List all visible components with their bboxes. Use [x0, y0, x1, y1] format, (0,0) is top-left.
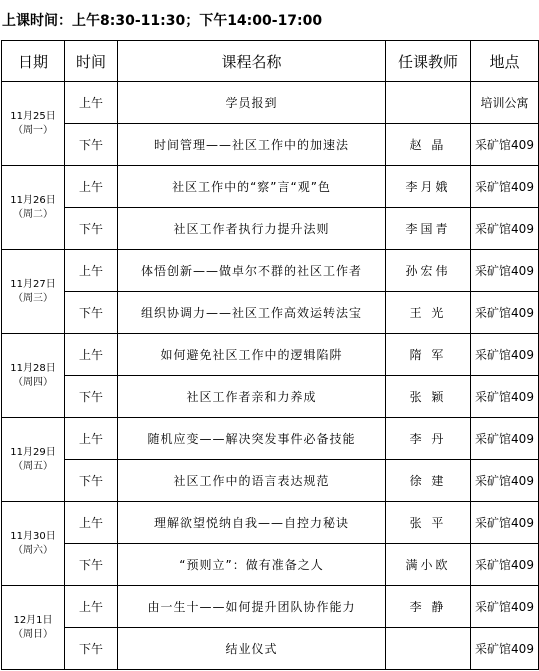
date-text: 11月30日 [10, 530, 56, 542]
table-row [2, 124, 539, 166]
teacher-cell: 李 静 [386, 586, 471, 628]
date-text: 11月27日 [10, 278, 56, 290]
weekday-text: （周二） [13, 208, 53, 220]
date-cell [2, 586, 65, 670]
table-row [2, 586, 539, 628]
teacher-cell: 孙宏伟 [386, 250, 471, 292]
time-cell: 上午 [65, 82, 118, 124]
course-cell: “预则立”：做有准备之人 [118, 544, 386, 586]
date-cell [2, 82, 65, 166]
location-cell: 培训公寓 [471, 82, 539, 124]
time-cell: 上午 [65, 502, 118, 544]
schedule-body [2, 82, 539, 670]
location-cell: 采矿馆409 [471, 124, 539, 166]
table-row [2, 502, 539, 544]
date-cell [2, 502, 65, 586]
weekday-text: （周一） [13, 124, 53, 136]
course-cell: 由一生十——如何提升团队协作能力 [118, 586, 386, 628]
date-cell [2, 166, 65, 250]
date-cell [2, 418, 65, 502]
table-row [2, 250, 539, 292]
time-cell: 上午 [65, 418, 118, 460]
class-time-notice: 上课时间：上午8:30-11:30；下午14:00-17:00 [2, 13, 323, 29]
course-cell: 结业仪式 [118, 628, 386, 670]
date-text: 11月29日 [10, 446, 56, 458]
time-cell: 下午 [65, 460, 118, 502]
date-text: 12月1日 [13, 614, 53, 626]
location-cell: 采矿馆409 [471, 544, 539, 586]
table-row [2, 544, 539, 586]
course-cell: 学员报到 [118, 82, 386, 124]
weekday-text: （周四） [13, 376, 53, 388]
time-cell: 下午 [65, 208, 118, 250]
course-cell: 社区工作中的“察”言“观”色 [118, 166, 386, 208]
course-cell: 社区工作中的语言表达规范 [118, 460, 386, 502]
header-row [2, 41, 539, 82]
teacher-cell: 李月娥 [386, 166, 471, 208]
header-teacher: 任课教师 [386, 41, 471, 82]
teacher-cell: 赵 晶 [386, 124, 471, 166]
header-course: 课程名称 [118, 41, 386, 82]
course-cell: 理解欲望悦纳自我——自控力秘诀 [118, 502, 386, 544]
teacher-cell: 张 颖 [386, 376, 471, 418]
location-cell: 采矿馆409 [471, 166, 539, 208]
teacher-cell: 王 光 [386, 292, 471, 334]
weekday-text: （周日） [13, 628, 53, 640]
table-row [2, 82, 539, 124]
date-text: 11月28日 [10, 362, 56, 374]
course-cell: 体悟创新——做卓尔不群的社区工作者 [118, 250, 386, 292]
location-cell: 采矿馆409 [471, 376, 539, 418]
location-cell: 采矿馆409 [471, 418, 539, 460]
time-cell: 上午 [65, 586, 118, 628]
course-cell: 社区工作者亲和力养成 [118, 376, 386, 418]
table-row [2, 460, 539, 502]
location-cell: 采矿馆409 [471, 334, 539, 376]
table-row [2, 208, 539, 250]
time-cell: 上午 [65, 334, 118, 376]
teacher-cell [386, 628, 471, 670]
course-cell: 随机应变——解决突发事件必备技能 [118, 418, 386, 460]
location-cell: 采矿馆409 [471, 460, 539, 502]
table-row [2, 292, 539, 334]
header-date: 日期 [2, 41, 65, 82]
table-row [2, 628, 539, 670]
date-cell [2, 250, 65, 334]
time-cell: 上午 [65, 166, 118, 208]
table-row [2, 166, 539, 208]
teacher-cell [386, 82, 471, 124]
course-cell: 社区工作者执行力提升法则 [118, 208, 386, 250]
location-cell: 采矿馆409 [471, 628, 539, 670]
time-cell: 下午 [65, 544, 118, 586]
weekday-text: （周三） [13, 292, 53, 304]
date-text: 11月25日 [10, 110, 56, 122]
teacher-cell: 张 平 [386, 502, 471, 544]
header-time: 时间 [65, 41, 118, 82]
time-cell: 上午 [65, 250, 118, 292]
date-text: 11月26日 [10, 194, 56, 206]
course-cell: 时间管理——社区工作中的加速法 [118, 124, 386, 166]
teacher-cell: 李 丹 [386, 418, 471, 460]
teacher-cell: 隋 军 [386, 334, 471, 376]
time-cell: 下午 [65, 376, 118, 418]
teacher-cell: 徐 建 [386, 460, 471, 502]
location-cell: 采矿馆409 [471, 586, 539, 628]
teacher-cell: 满小欧 [386, 544, 471, 586]
schedule-table [1, 40, 539, 670]
time-cell: 下午 [65, 628, 118, 670]
date-cell [2, 334, 65, 418]
teacher-cell: 李国青 [386, 208, 471, 250]
location-cell: 采矿馆409 [471, 250, 539, 292]
location-cell: 采矿馆409 [471, 208, 539, 250]
location-cell: 采矿馆409 [471, 292, 539, 334]
table-row [2, 376, 539, 418]
weekday-text: （周五） [13, 460, 53, 472]
location-cell: 采矿馆409 [471, 502, 539, 544]
time-cell: 下午 [65, 292, 118, 334]
course-cell: 组织协调力——社区工作高效运转法宝 [118, 292, 386, 334]
weekday-text: （周六） [13, 544, 53, 556]
course-cell: 如何避免社区工作中的逻辑陷阱 [118, 334, 386, 376]
time-cell: 下午 [65, 124, 118, 166]
table-row [2, 334, 539, 376]
table-row [2, 418, 539, 460]
header-location: 地点 [471, 41, 539, 82]
